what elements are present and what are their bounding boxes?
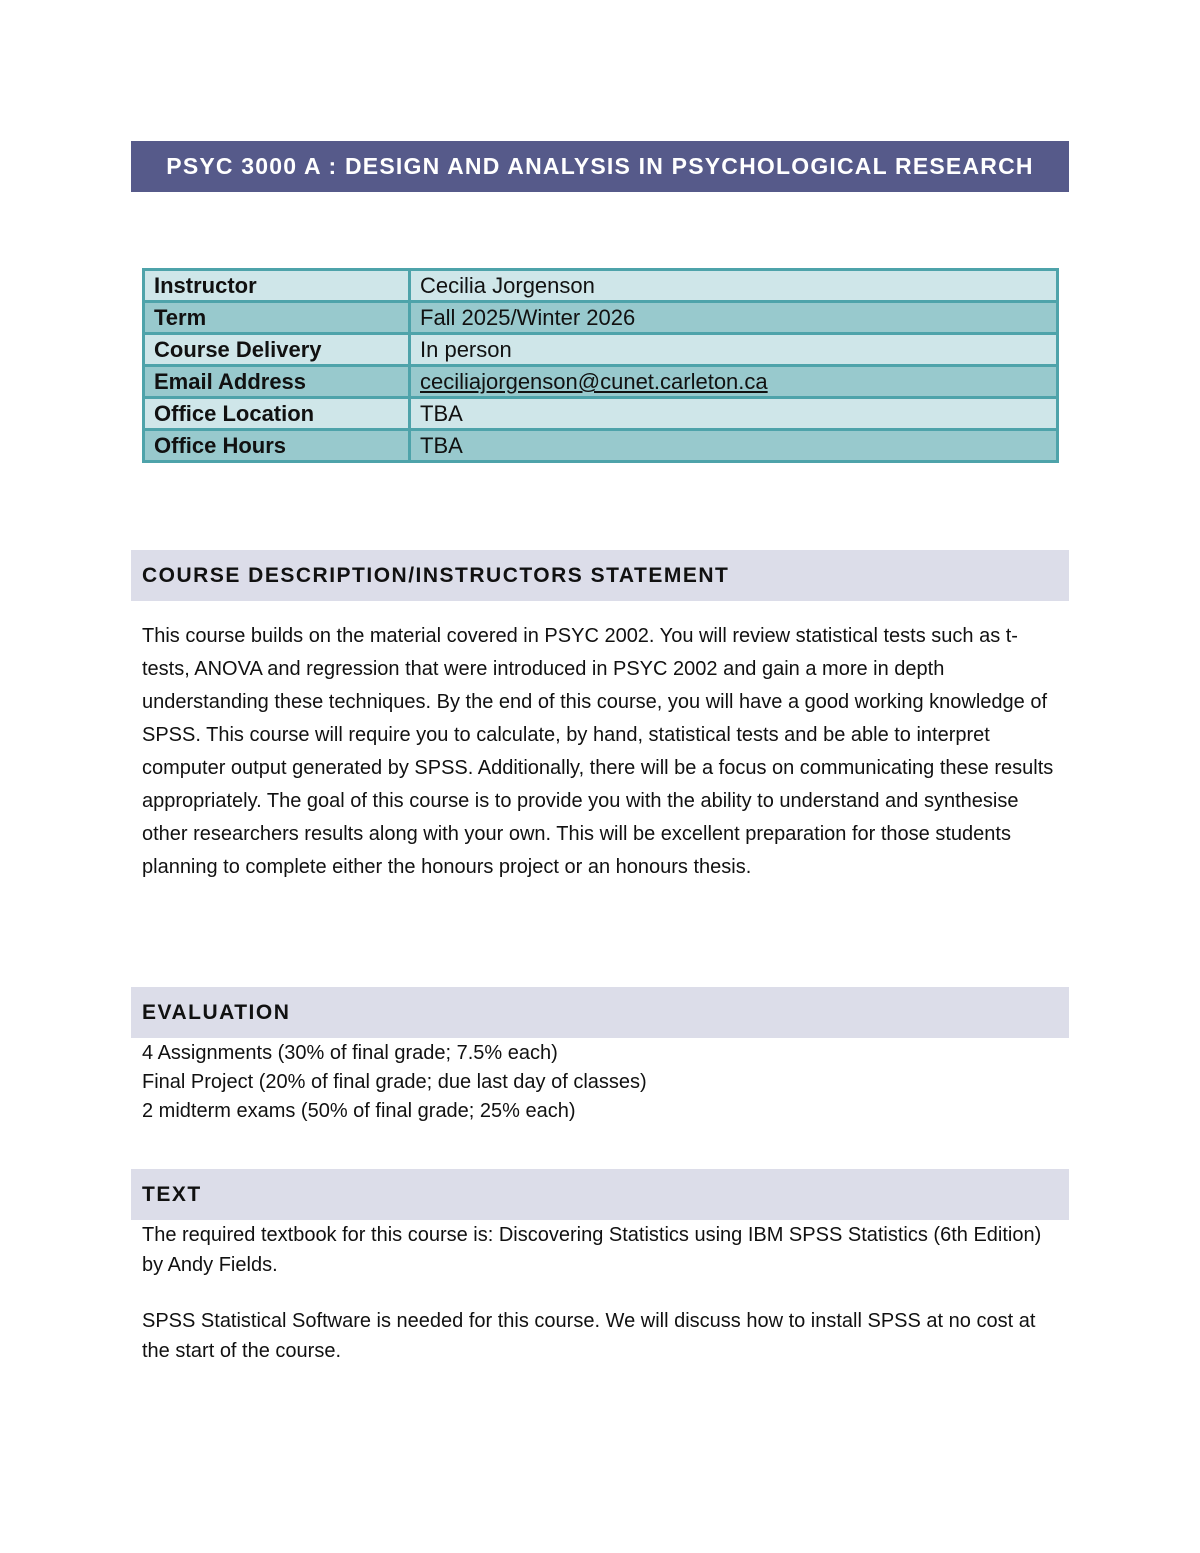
text-section-body [142,1220,1067,1366]
info-label: Instructor [144,270,410,302]
info-value: TBA [410,398,1058,430]
info-value: In person [410,334,1058,366]
evaluation-item: 4 Assignments (30% of final grade; 7.5% each) [142,1042,558,1064]
description-heading [131,550,1069,601]
info-row-email [144,366,1058,398]
course-title-banner [131,141,1069,192]
info-value-cell [410,366,1058,398]
text-heading [131,1169,1069,1220]
info-row-term [144,302,1058,334]
info-value: Fall 2025/Winter 2026 [410,302,1058,334]
description-heading-text: COURSE DESCRIPTION/INSTRUCTORS STATEMENT [142,563,730,587]
textbook-paragraph: The required textbook for this course is: Discovering Statistics using IBM SPSS Statistics (6th Edition) by Andy Fields. [142,1224,1042,1276]
course-info-table [142,268,1059,463]
info-value: TBA [410,430,1058,462]
info-label: Office Hours [144,430,410,462]
evaluation-item: Final Project (20% of final grade; due last day of classes) [142,1071,647,1093]
info-row-instructor [144,270,1058,302]
course-title: PSYC 3000 A : DESIGN AND ANALYSIS IN PSYCHOLOGICAL RESEARCH [166,153,1034,179]
evaluation-heading [131,987,1069,1038]
email-link[interactable]: ceciliajorgenson@cunet.carleton.ca [420,369,768,394]
evaluation-item: 2 midterm exams (50% of final grade; 25% each) [142,1100,576,1122]
software-paragraph: SPSS Statistical Software is needed for this course. We will discuss how to install SPSS at no cost at the start of the course. [142,1310,1036,1362]
info-value: Cecilia Jorgenson [410,270,1058,302]
info-label: Term [144,302,410,334]
info-row-office-location [144,398,1058,430]
info-label: Office Location [144,398,410,430]
info-label: Email Address [144,366,410,398]
info-row-office-hours [144,430,1058,462]
evaluation-list [142,1039,1062,1126]
description-paragraph: This course builds on the material covered in PSYC 2002. You will review statistical tests such as t-tests, ANOVA and regression that were introduced in PSYC 2002 and gain a more in depth understanding these techniques. By the end of this course, you will have a good working knowledge of SPSS. This course will require you to calculate, by hand, statistical tests and be able to interpret computer output generated by SPSS. Additionally, there will be a focus on communicating these results appropriately. The goal of this course is to provide you with the ability to understand and synthesise other researchers results along with your own. This will be excellent preparation for those students planning to complete either the honours project or an honours thesis. [142,625,1054,878]
info-label: Course Delivery [144,334,410,366]
info-row-delivery [144,334,1058,366]
evaluation-heading-text: EVALUATION [142,1000,291,1024]
text-heading-text: TEXT [142,1182,202,1206]
